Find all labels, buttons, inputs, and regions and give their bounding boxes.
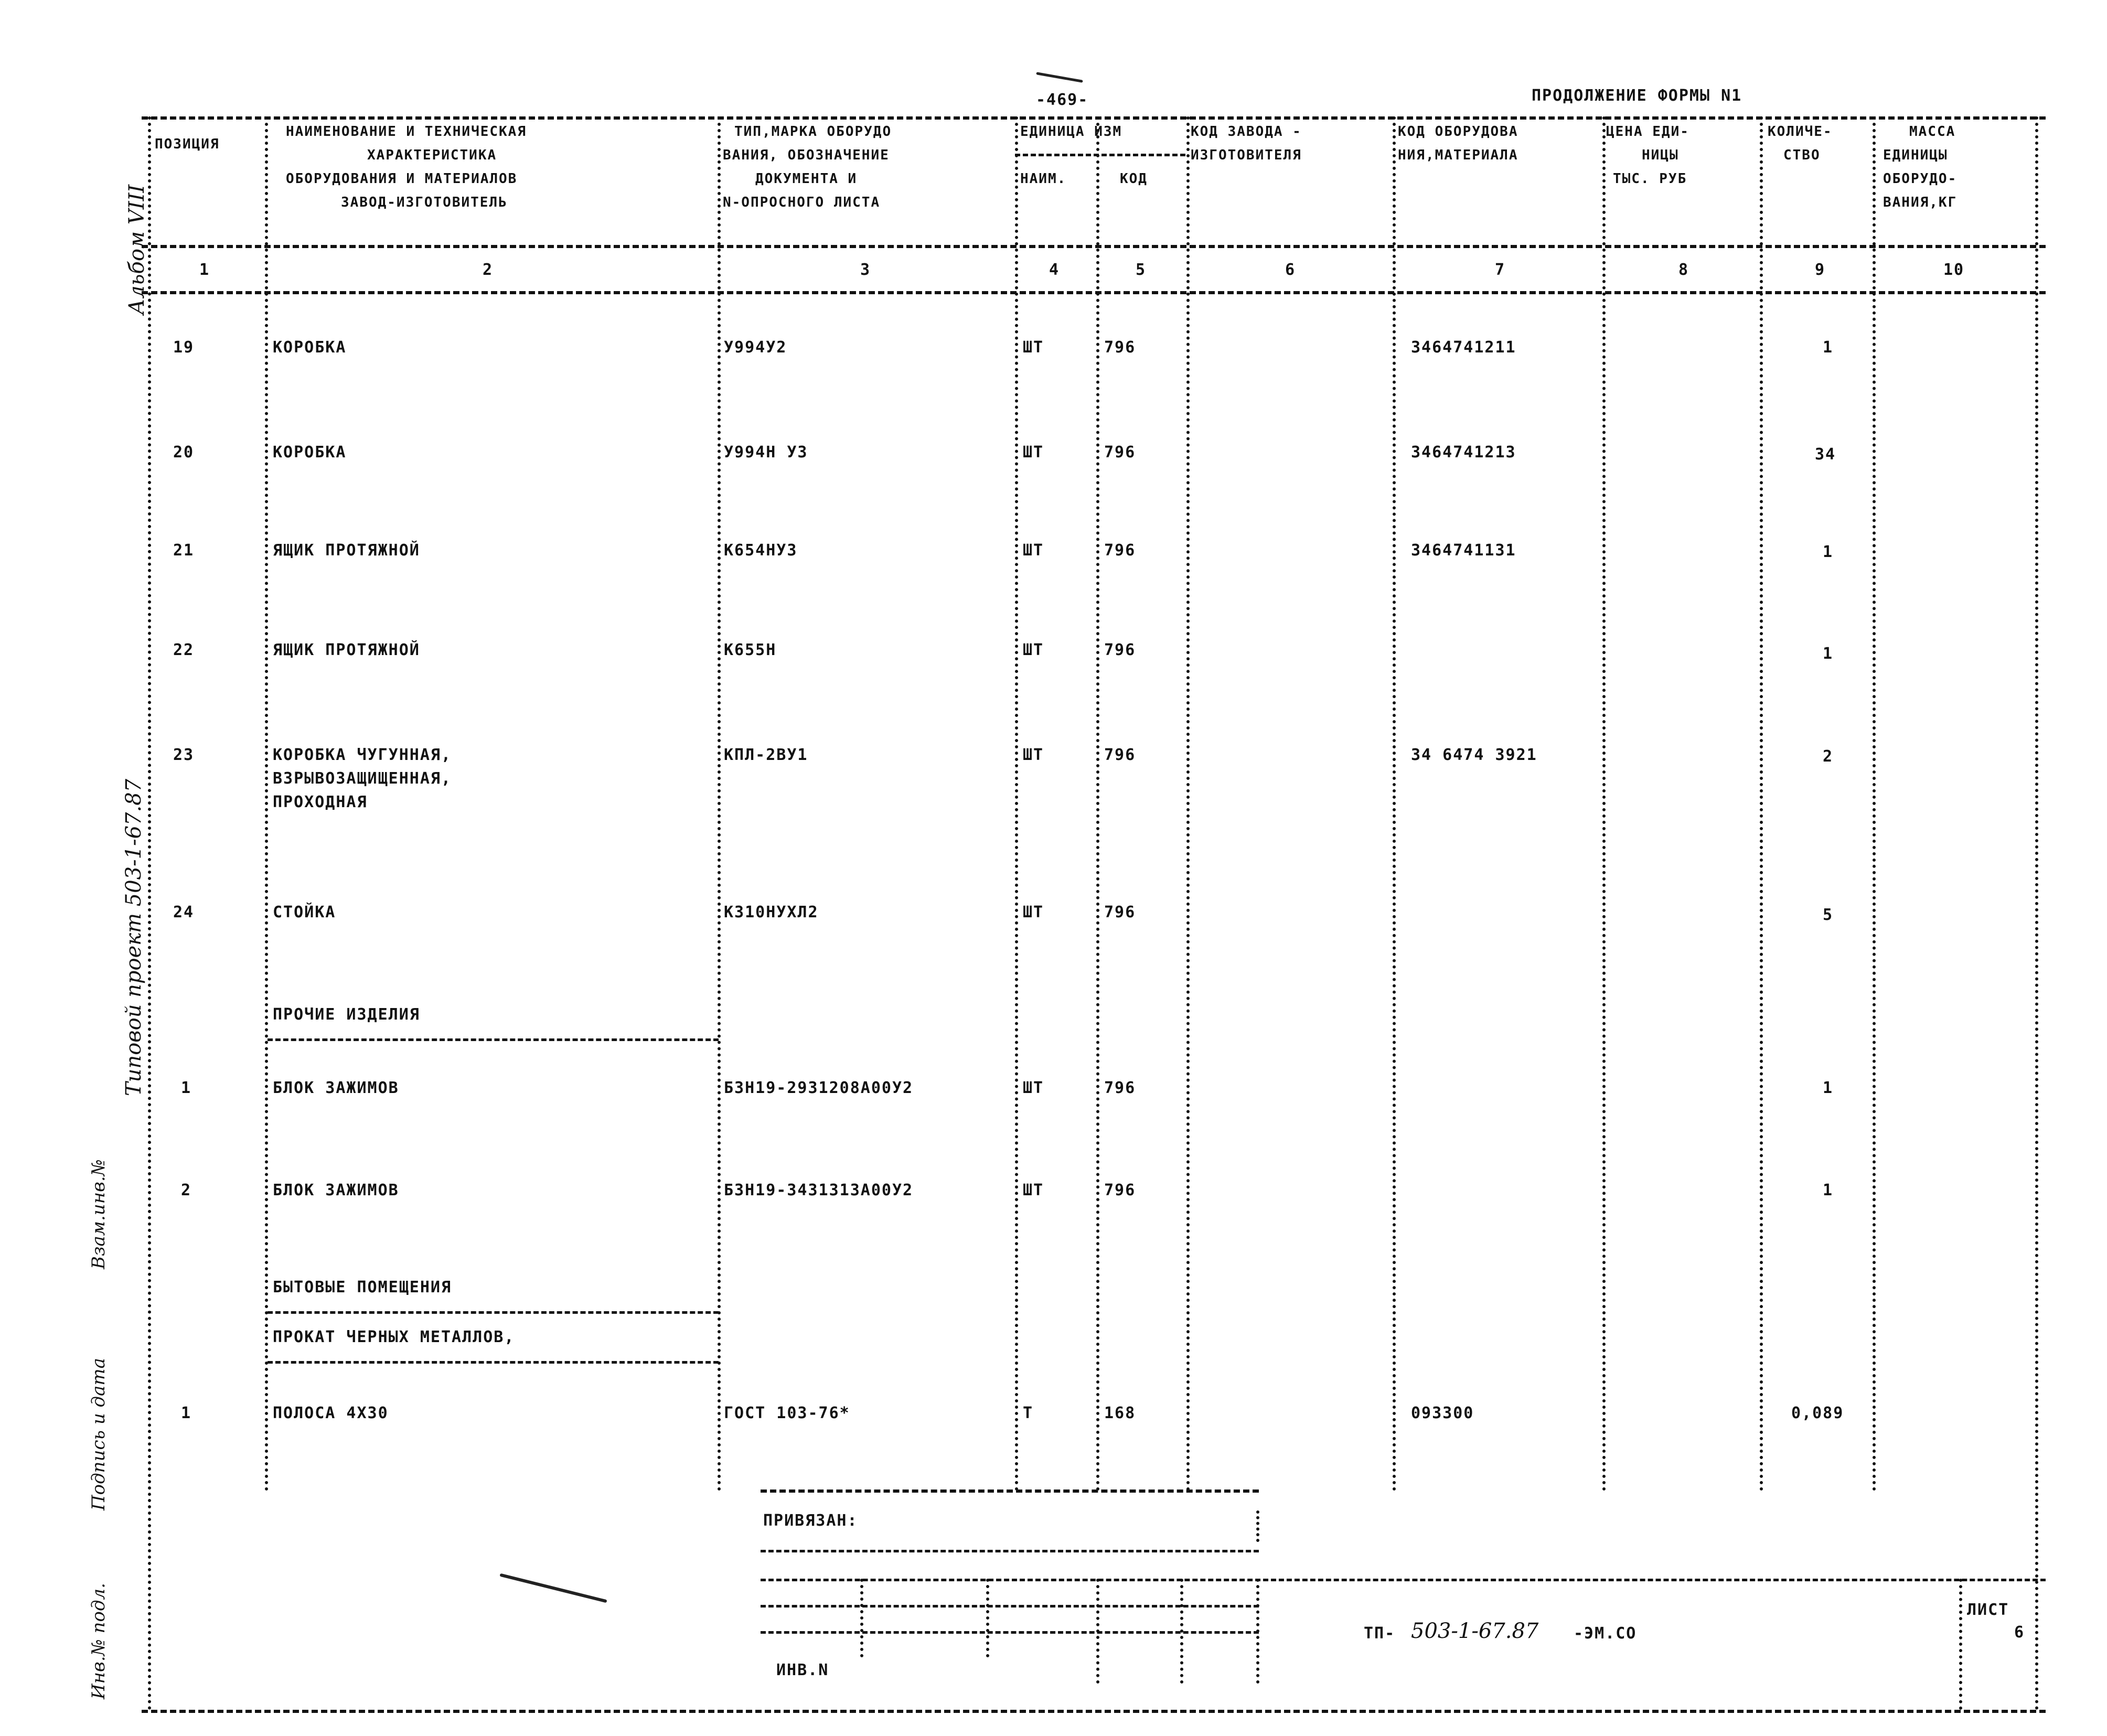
row-other-2-name: БЛОК ЗАЖИМОВ [273,1181,399,1199]
section-other-items-rule [268,1038,719,1041]
header-name-4: ЗАВОД-ИЗГОТОВИТЕЛЬ [341,195,508,210]
sheet-number: 6 [2014,1623,2025,1642]
header-type-3: ДОКУМЕНТА И [755,171,858,187]
stamp-row-2 [761,1579,2046,1581]
pen-stroke [499,1573,607,1603]
row-metal-1-type: ГОСТ 103-76* [724,1404,850,1422]
continuation-title: ПРОДОЛЖЕНИЕ ФОРМЫ N1 [1532,87,1742,105]
row-19-qty: 1 [1823,338,1834,357]
col-number-6: 6 [1285,261,1296,279]
row-21-type: К654НУ3 [724,541,798,560]
header-mass-2: ЕДИНИЦЫ [1883,147,1948,163]
col-number-8: 8 [1678,261,1689,279]
header-equip-code-1: КОД ОБОРУДОВА [1398,124,1518,140]
row-23-equip-code: 34 6474 3921 [1411,746,1537,764]
row-20-position: 20 [173,443,195,462]
section-ferrous-metals-rule [268,1361,719,1364]
row-19-equip-code: 3464741211 [1411,338,1516,357]
row-21-position: 21 [173,541,195,560]
row-20-name: КОРОБКА [273,443,347,462]
col-sep-4 [1096,116,1099,1492]
col-number-5: 5 [1136,261,1147,279]
row-21-code: 796 [1104,541,1136,560]
stamp-inv-number: ИНВ.N [776,1661,829,1679]
row-19-unit: ШТ [1023,338,1044,357]
row-22-position: 22 [173,641,195,659]
stamp-col-2 [986,1579,989,1657]
sheet-box-left [1959,1579,1962,1710]
row-24-name: СТОЙКА [273,903,336,921]
row-22-type: К655Н [724,641,777,659]
header-type-1: ТИП,МАРКА ОБОРУДО [734,124,892,140]
row-22-unit: ШТ [1023,641,1044,659]
row-other-1-unit: ШТ [1023,1079,1044,1097]
row-23-name: КОРОБКА ЧУГУННАЯ, [273,746,452,764]
project-label: Типовой проект 503-1-67.87 [122,778,146,1096]
row-other-1-code: 796 [1104,1079,1136,1097]
row-23-unit: ШТ [1023,746,1044,764]
header-factory-code-1: КОД ЗАВОДА - [1191,124,1302,140]
row-other-2-position: 2 [181,1181,192,1199]
section-household-rooms-rule [268,1311,719,1314]
header-mass-3: ОБОРУДО- [1883,171,1958,187]
row-23-type: КПЛ-2ВУ1 [724,746,808,764]
header-position: ПОЗИЦИЯ [155,136,220,152]
row-24-qty: 5 [1823,906,1834,924]
col-sep-2 [718,116,721,1492]
header-name-1: НАИМЕНОВАНИЕ И ТЕХНИЧЕСКАЯ [286,124,527,140]
header-mass-4: ВАНИЯ,КГ [1883,195,1958,210]
row-19-code: 796 [1104,338,1136,357]
row-19-type: У994У2 [724,338,787,357]
section-ferrous-metals: ПРОКАТ ЧЕРНЫХ МЕТАЛЛОВ, [273,1328,515,1346]
row-24-unit: ШТ [1023,903,1044,921]
row-22-name: ЯЩИК ПРОТЯЖНОЙ [273,641,420,659]
header-equip-code-2: НИЯ,МАТЕРИАЛА [1398,147,1518,163]
doc-code-suffix: -ЭМ.СО [1574,1624,1637,1643]
row-23-name-3: ПРОХОДНАЯ [273,793,368,811]
stamp-row-1 [761,1550,1259,1552]
row-20-equip-code: 3464741213 [1411,443,1516,462]
row-metal-1-unit: Т [1023,1404,1034,1422]
header-price-2: НИЦЫ [1642,147,1679,163]
row-other-2-unit: ШТ [1023,1181,1044,1199]
row-21-qty: 1 [1823,543,1834,561]
header-factory-code-2: ИЗГОТОВИТЕЛЯ [1191,147,1302,163]
header-unit: ЕДИНИЦА ИЗМ [1020,124,1122,140]
row-21-unit: ШТ [1023,541,1044,560]
sheet-label: ЛИСТ [1967,1601,2009,1619]
header-qty-2: СТВО [1783,147,1821,163]
stamp-vzam-label: Взам.инв.№ [88,1159,109,1269]
stamp-col-1 [860,1579,863,1657]
page-number: -469- [1036,91,1089,109]
table-bottom-border [142,1710,2046,1713]
header-unit-name: НАИМ. [1020,171,1067,187]
stamp-row-4 [761,1631,1259,1634]
row-24-position: 24 [173,903,195,921]
col-sep-9 [1873,116,1876,1492]
col-number-9: 9 [1815,261,1826,279]
row-21-name: ЯЩИК ПРОТЯЖНОЙ [273,541,420,560]
col-sep-left [148,116,151,1711]
col-number-3: 3 [860,261,871,279]
col-number-2: 2 [483,261,494,279]
col-number-10: 10 [1943,261,1965,279]
row-20-qty: 34 [1815,445,1836,464]
row-22-qty: 1 [1823,645,1834,663]
col-sep-5 [1186,116,1190,1492]
header-price-1: ЦЕНА ЕДИ- [1606,124,1689,140]
row-23-code: 796 [1104,746,1136,764]
row-metal-1-position: 1 [181,1404,192,1422]
row-23-name-2: ВЗРЫВОЗАЩИЩЕННАЯ, [273,769,452,788]
row-20-type: У994Н У3 [724,443,808,462]
row-metal-1-equip-code: 093300 [1411,1404,1474,1422]
album-label: Альбом VIII [125,184,149,315]
col-number-1: 1 [199,261,210,279]
row-metal-1-name: ПОЛОСА 4Х30 [273,1404,389,1422]
row-20-unit: ШТ [1023,443,1044,462]
header-qty-1: КОЛИЧЕ- [1768,124,1833,140]
row-23-qty: 2 [1823,747,1834,766]
row-22-code: 796 [1104,641,1136,659]
row-other-1-name: БЛОК ЗАЖИМОВ [273,1079,399,1097]
row-metal-1-code: 168 [1104,1404,1136,1422]
doc-code: 503-1-67.87 [1411,1619,1539,1643]
doc-code-prefix: ТП- [1364,1624,1396,1643]
unit-subheader-rule [1015,154,1185,156]
col-number-4: 4 [1049,261,1060,279]
row-20-code: 796 [1104,443,1136,462]
stamp-signature-label: Подпись и дата [88,1358,109,1510]
header-unit-code: КОД [1120,171,1148,187]
col-sep-6 [1393,116,1396,1492]
stamp-col-4 [1180,1579,1183,1684]
stamp-bound-label: ПРИВЯЗАН: [763,1512,858,1530]
stamp-inv-label: Инв.№ подл. [88,1583,109,1699]
stamp-top-border [761,1489,1259,1493]
col-sep-1 [265,116,268,1492]
row-metal-1-qty: 0,089 [1791,1404,1844,1422]
row-19-name: КОРОБКА [273,338,347,357]
row-24-code: 796 [1104,903,1136,921]
header-mass-1: МАССА [1909,124,1956,140]
stamp-row-3 [761,1605,1259,1608]
row-21-equip-code: 3464741131 [1411,541,1516,560]
col-sep-right [2035,116,2038,1711]
stamp-bound-right-sep [1256,1510,1259,1542]
header-price-3: ТЫС. РУБ [1613,171,1687,187]
row-other-2-code: 796 [1104,1181,1136,1199]
row-other-2-type: БЗН19-3431313А00У2 [724,1181,914,1199]
row-other-1-qty: 1 [1823,1079,1834,1097]
row-other-1-type: БЗН19-2931208А00У2 [724,1079,914,1097]
pen-stroke-top [1036,72,1083,83]
stamp-col-3 [1096,1579,1099,1684]
header-type-4: N-ОПРОСНОГО ЛИСТА [723,195,881,210]
row-other-2-qty: 1 [1823,1181,1834,1199]
section-other-items: ПРОЧИЕ ИЗДЕЛИЯ [273,1005,420,1024]
col-sep-8 [1760,116,1763,1492]
row-24-type: К310НУХЛ2 [724,903,819,921]
header-name-2: ХАРАКТЕРИСТИКА [367,147,497,163]
section-household-rooms: БЫТОВЫЕ ПОМЕЩЕНИЯ [273,1278,452,1296]
row-23-position: 23 [173,746,195,764]
stamp-col-5 [1256,1579,1259,1684]
col-sep-7 [1602,116,1606,1492]
header-name-3: ОБОРУДОВАНИЯ И МАТЕРИАЛОВ [286,171,518,187]
col-sep-3 [1015,116,1018,1492]
col-number-7: 7 [1495,261,1506,279]
row-19-position: 19 [173,338,195,357]
header-type-2: ВАНИЯ, ОБОЗНАЧЕНИЕ [723,147,890,163]
row-other-1-position: 1 [181,1079,192,1097]
